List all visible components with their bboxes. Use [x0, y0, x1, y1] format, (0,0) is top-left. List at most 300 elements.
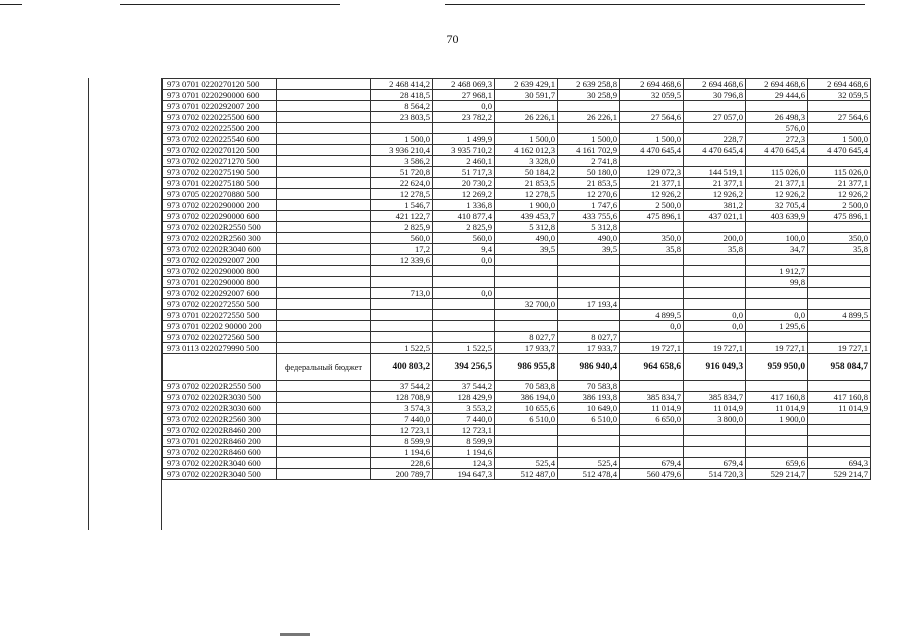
value-cell: 350,0 [620, 233, 684, 244]
value-cell: 964 658,6 [620, 354, 684, 381]
row-label-cell [277, 178, 371, 189]
value-cell [808, 299, 871, 310]
row-label-cell [277, 469, 371, 480]
table-row [163, 178, 871, 189]
row-code-cell: 973 0701 02202 90000 200 [163, 321, 277, 332]
value-cell [620, 425, 684, 436]
value-cell: 115 026,0 [808, 167, 871, 178]
value-cell [684, 288, 746, 299]
table-row [163, 458, 871, 469]
value-cell [371, 310, 433, 321]
row-label-cell [277, 332, 371, 343]
value-cell: 0,0 [433, 255, 495, 266]
value-cell: 529 214,7 [746, 469, 808, 480]
value-cell: 21 377,1 [620, 178, 684, 189]
row-code-cell: 973 0702 0220225540 600 [163, 134, 277, 145]
value-cell: 386 193,8 [558, 392, 620, 403]
value-cell [371, 123, 433, 134]
row-label-cell [277, 189, 371, 200]
value-cell: 512 478,4 [558, 469, 620, 480]
value-cell [495, 425, 558, 436]
row-code-cell: 973 0702 02202R2550 500 [163, 222, 277, 233]
table-row [163, 266, 871, 277]
value-cell: 0,0 [746, 310, 808, 321]
value-cell [808, 414, 871, 425]
value-cell [558, 266, 620, 277]
value-cell: 0,0 [684, 321, 746, 332]
value-cell [808, 288, 871, 299]
table-row [163, 189, 871, 200]
value-cell: 8 599,9 [371, 436, 433, 447]
value-cell: 490,0 [558, 233, 620, 244]
value-cell [433, 266, 495, 277]
value-cell [620, 332, 684, 343]
value-cell: 386 194,0 [495, 392, 558, 403]
value-cell: 525,4 [558, 458, 620, 469]
value-cell: 2 639 429,1 [495, 79, 558, 90]
value-cell: 986 940,4 [558, 354, 620, 381]
value-cell [808, 266, 871, 277]
value-cell: 27 564,6 [620, 112, 684, 123]
row-code-cell: 973 0702 0220292007 600 [163, 288, 277, 299]
value-cell [620, 266, 684, 277]
value-cell [433, 332, 495, 343]
value-cell [495, 288, 558, 299]
value-cell [746, 332, 808, 343]
value-cell: 2 825,9 [433, 222, 495, 233]
table-row [163, 134, 871, 145]
row-label-cell [277, 123, 371, 134]
value-cell: 4 470 645,4 [620, 145, 684, 156]
value-cell: 1 500,0 [620, 134, 684, 145]
value-cell: 27 057,0 [684, 112, 746, 123]
value-cell: 576,0 [746, 123, 808, 134]
value-cell: 6 510,0 [558, 414, 620, 425]
page-number: 70 [446, 32, 459, 46]
value-cell: 2 694 468,6 [620, 79, 684, 90]
value-cell: 0,0 [684, 310, 746, 321]
row-code-cell: 973 0702 0220225500 200 [163, 123, 277, 134]
value-cell: 3 800,0 [684, 414, 746, 425]
value-cell [558, 321, 620, 332]
value-cell [495, 436, 558, 447]
value-cell: 17 933,7 [495, 343, 558, 354]
value-cell: 26 226,1 [495, 112, 558, 123]
value-cell: 385 834,7 [684, 392, 746, 403]
value-cell: 23 782,2 [433, 112, 495, 123]
value-cell [746, 299, 808, 310]
value-cell [808, 277, 871, 288]
row-label-cell [277, 266, 371, 277]
value-cell: 529 214,7 [808, 469, 871, 480]
value-cell: 70 583,8 [558, 381, 620, 392]
value-cell [808, 101, 871, 112]
row-code-cell: 973 0702 02202R2560 300 [163, 233, 277, 244]
value-cell: 12 278,5 [495, 189, 558, 200]
value-cell: 21 853,5 [558, 178, 620, 189]
value-cell: 128 708,9 [371, 392, 433, 403]
value-cell [371, 332, 433, 343]
value-cell: 0,0 [433, 101, 495, 112]
row-label-cell [277, 255, 371, 266]
value-cell: 200,0 [684, 233, 746, 244]
row-code-cell: 973 0701 0220290000 800 [163, 277, 277, 288]
value-cell [684, 436, 746, 447]
top-rule-right [445, 4, 865, 5]
value-cell [808, 255, 871, 266]
value-cell [620, 288, 684, 299]
row-label-cell [277, 299, 371, 310]
value-cell: 1 336,8 [433, 200, 495, 211]
value-cell: 12 926,2 [746, 189, 808, 200]
value-cell [495, 101, 558, 112]
value-cell: 39,5 [495, 244, 558, 255]
value-cell: 12 723,1 [371, 425, 433, 436]
row-label-cell [277, 101, 371, 112]
value-cell: 512 487,0 [495, 469, 558, 480]
value-cell: 272,3 [746, 134, 808, 145]
value-cell [746, 381, 808, 392]
value-cell: 1 194,6 [433, 447, 495, 458]
value-cell [433, 299, 495, 310]
value-cell: 32 059,5 [620, 90, 684, 101]
row-label-cell [277, 233, 371, 244]
row-label-cell [277, 167, 371, 178]
row-label-cell [277, 90, 371, 101]
value-cell: 128 429,9 [433, 392, 495, 403]
value-cell: 1 900,0 [495, 200, 558, 211]
value-cell: 525,4 [495, 458, 558, 469]
value-cell: 21 377,1 [746, 178, 808, 189]
value-cell: 4 470 645,4 [808, 145, 871, 156]
value-cell [558, 101, 620, 112]
value-cell: 228,7 [684, 134, 746, 145]
value-cell: 403 639,9 [746, 211, 808, 222]
value-cell: 1 747,6 [558, 200, 620, 211]
value-cell: 12 926,2 [808, 189, 871, 200]
table-row [163, 299, 871, 310]
row-label-cell [277, 403, 371, 414]
value-cell: 1 500,0 [495, 134, 558, 145]
value-cell: 35,8 [620, 244, 684, 255]
value-cell: 37 544,2 [371, 381, 433, 392]
value-cell [808, 222, 871, 233]
value-cell [371, 277, 433, 288]
value-cell: 11 014,9 [746, 403, 808, 414]
table-row [163, 332, 871, 343]
value-cell: 0,0 [433, 288, 495, 299]
row-code-cell: 973 0702 02202R3040 600 [163, 458, 277, 469]
value-cell [620, 277, 684, 288]
table-row [163, 211, 871, 222]
table-row [163, 156, 871, 167]
table-row [163, 145, 871, 156]
value-cell: 26 226,1 [558, 112, 620, 123]
value-cell: 12 926,2 [620, 189, 684, 200]
value-cell: 12 269,2 [433, 189, 495, 200]
top-rule-middle [120, 4, 340, 5]
value-cell [746, 288, 808, 299]
table-row [163, 200, 871, 211]
table-row [163, 79, 871, 90]
value-cell: 2 500,0 [808, 200, 871, 211]
value-cell: 4 470 645,4 [684, 145, 746, 156]
value-cell [558, 288, 620, 299]
value-cell: 1 522,5 [371, 343, 433, 354]
value-cell: 27 968,1 [433, 90, 495, 101]
value-cell: 27 564,6 [808, 112, 871, 123]
value-cell [371, 299, 433, 310]
value-cell [620, 222, 684, 233]
value-cell: 4 899,5 [808, 310, 871, 321]
value-cell [746, 425, 808, 436]
row-label-cell [277, 277, 371, 288]
value-cell [808, 381, 871, 392]
value-cell: 34,7 [746, 244, 808, 255]
value-cell [495, 266, 558, 277]
value-cell: 22 624,0 [371, 178, 433, 189]
row-code-cell: 973 0702 0220290000 600 [163, 211, 277, 222]
value-cell: 144 519,1 [684, 167, 746, 178]
row-label-cell [277, 200, 371, 211]
value-cell [746, 156, 808, 167]
value-cell [371, 266, 433, 277]
value-cell [746, 436, 808, 447]
value-cell [433, 123, 495, 134]
left-column-border-1 [88, 78, 89, 530]
value-cell: 433 755,6 [558, 211, 620, 222]
row-label-cell [277, 343, 371, 354]
value-cell [558, 255, 620, 266]
value-cell: 19 727,1 [746, 343, 808, 354]
value-cell [495, 277, 558, 288]
value-cell: 9,4 [433, 244, 495, 255]
row-label-cell [277, 321, 371, 332]
value-cell: 30 258,9 [558, 90, 620, 101]
value-cell: 475 896,1 [620, 211, 684, 222]
value-cell [746, 447, 808, 458]
value-cell: 2 694 468,6 [684, 79, 746, 90]
value-cell [620, 255, 684, 266]
value-cell: 17 193,4 [558, 299, 620, 310]
value-cell [684, 332, 746, 343]
value-cell: 51 717,3 [433, 167, 495, 178]
value-cell: 1 500,0 [808, 134, 871, 145]
row-label-cell [277, 134, 371, 145]
table-row [163, 469, 871, 480]
row-code-cell: 973 0702 02202R8460 200 [163, 425, 277, 436]
value-cell: 1 546,7 [371, 200, 433, 211]
value-cell: 986 955,8 [495, 354, 558, 381]
value-cell [808, 156, 871, 167]
value-cell: 417 160,8 [746, 392, 808, 403]
value-cell: 19 727,1 [808, 343, 871, 354]
value-cell [808, 425, 871, 436]
value-cell: 21 377,1 [684, 178, 746, 189]
value-cell [808, 332, 871, 343]
value-cell: 35,8 [808, 244, 871, 255]
value-cell: 129 072,3 [620, 167, 684, 178]
value-cell: 17,2 [371, 244, 433, 255]
row-code-cell: 973 0701 0220292007 200 [163, 101, 277, 112]
value-cell [746, 101, 808, 112]
row-code-cell: 973 0702 02202R3030 500 [163, 392, 277, 403]
row-label-cell [277, 112, 371, 123]
value-cell [808, 321, 871, 332]
row-code-cell: 973 0702 02202R8460 600 [163, 447, 277, 458]
value-cell: 32 705,4 [746, 200, 808, 211]
value-cell: 30 591,7 [495, 90, 558, 101]
table-row [163, 244, 871, 255]
value-cell: 350,0 [808, 233, 871, 244]
row-label-cell [277, 425, 371, 436]
value-cell: 385 834,7 [620, 392, 684, 403]
value-cell: 5 312,8 [495, 222, 558, 233]
value-cell: 1 912,7 [746, 266, 808, 277]
value-cell: 32 700,0 [495, 299, 558, 310]
value-cell: 490,0 [495, 233, 558, 244]
value-cell: 6 650,0 [620, 414, 684, 425]
value-cell: 32 059,5 [808, 90, 871, 101]
row-code-cell: 973 0702 0220270120 500 [163, 145, 277, 156]
value-cell: 99,8 [746, 277, 808, 288]
row-label-cell [277, 145, 371, 156]
value-cell: 4 162 012,3 [495, 145, 558, 156]
value-cell: 3 328,0 [495, 156, 558, 167]
value-cell: 1 500,0 [558, 134, 620, 145]
table-row [163, 277, 871, 288]
value-cell: 3 936 210,4 [371, 145, 433, 156]
value-cell: 0,0 [620, 321, 684, 332]
table-row [163, 101, 871, 112]
value-cell: 228,6 [371, 458, 433, 469]
value-cell: 12 270,6 [558, 189, 620, 200]
value-cell: 21 853,5 [495, 178, 558, 189]
value-cell [558, 436, 620, 447]
value-cell: 421 122,7 [371, 211, 433, 222]
value-cell [808, 123, 871, 134]
table-row [163, 321, 871, 332]
value-cell: 50 180,0 [558, 167, 620, 178]
table-row [163, 343, 871, 354]
value-cell: 50 184,2 [495, 167, 558, 178]
row-label-cell [277, 222, 371, 233]
row-code-cell: 973 0701 0220275180 500 [163, 178, 277, 189]
value-cell [620, 381, 684, 392]
row-code-cell: 973 0702 0220272550 500 [163, 299, 277, 310]
row-code-cell: 973 0701 0220272550 500 [163, 310, 277, 321]
value-cell: 2 460,1 [433, 156, 495, 167]
top-rule-left [0, 4, 22, 5]
value-cell: 2 468 414,2 [371, 79, 433, 90]
value-cell: 3 553,2 [433, 403, 495, 414]
value-cell [808, 447, 871, 458]
value-cell: 2 694 468,6 [808, 79, 871, 90]
value-cell [684, 266, 746, 277]
value-cell [620, 447, 684, 458]
value-cell [684, 156, 746, 167]
value-cell: 23 803,5 [371, 112, 433, 123]
table-row [163, 123, 871, 134]
value-cell: 12 723,1 [433, 425, 495, 436]
table-row [163, 90, 871, 101]
table-row [163, 414, 871, 425]
row-code-cell: 973 0702 0220290000 200 [163, 200, 277, 211]
value-cell: 394 256,5 [433, 354, 495, 381]
value-cell: 19 727,1 [684, 343, 746, 354]
value-cell: 475 896,1 [808, 211, 871, 222]
row-code-cell: 973 0702 02202R3040 500 [163, 469, 277, 480]
value-cell: 3 574,3 [371, 403, 433, 414]
value-cell: 19 727,1 [620, 343, 684, 354]
value-cell: 29 444,6 [746, 90, 808, 101]
table-row [163, 392, 871, 403]
value-cell [746, 222, 808, 233]
value-cell: 679,4 [620, 458, 684, 469]
row-label-cell [277, 156, 371, 167]
value-cell: 437 021,1 [684, 211, 746, 222]
value-cell: 70 583,8 [495, 381, 558, 392]
value-cell [558, 425, 620, 436]
table-row [163, 112, 871, 123]
value-cell: 5 312,8 [558, 222, 620, 233]
row-label-cell [277, 381, 371, 392]
row-code-cell: 973 0702 0220225500 600 [163, 112, 277, 123]
row-code-cell: 973 0702 0220271270 500 [163, 156, 277, 167]
value-cell: 124,3 [433, 458, 495, 469]
row-label-cell [277, 244, 371, 255]
row-label-cell [277, 79, 371, 90]
value-cell: 11 014,9 [620, 403, 684, 414]
row-label-cell [277, 436, 371, 447]
table-row [163, 222, 871, 233]
table-row [163, 288, 871, 299]
value-cell: 6 510,0 [495, 414, 558, 425]
value-cell: 17 933,7 [558, 343, 620, 354]
value-cell: 7 440,0 [433, 414, 495, 425]
row-label-cell [277, 458, 371, 469]
value-cell: 679,4 [684, 458, 746, 469]
value-cell: 560,0 [433, 233, 495, 244]
value-cell: 916 049,3 [684, 354, 746, 381]
bottom-scan-mark [280, 633, 310, 636]
value-cell: 400 803,2 [371, 354, 433, 381]
value-cell: 8 027,7 [495, 332, 558, 343]
value-cell: 560,0 [371, 233, 433, 244]
row-code-cell: 973 0113 0220279990 500 [163, 343, 277, 354]
value-cell: 37 544,2 [433, 381, 495, 392]
value-cell: 713,0 [371, 288, 433, 299]
value-cell [620, 436, 684, 447]
value-cell: 2 694 468,6 [746, 79, 808, 90]
row-label-cell [277, 310, 371, 321]
value-cell [558, 277, 620, 288]
value-cell: 28 418,5 [371, 90, 433, 101]
value-cell: 11 014,9 [808, 403, 871, 414]
value-cell [558, 123, 620, 134]
row-code-cell: 973 0701 0220270120 500 [163, 79, 277, 90]
value-cell: 30 796,8 [684, 90, 746, 101]
value-cell [620, 156, 684, 167]
row-label-cell [277, 447, 371, 458]
value-cell: 35,8 [684, 244, 746, 255]
table-row [163, 354, 871, 381]
value-cell [495, 310, 558, 321]
value-cell: 410 877,4 [433, 211, 495, 222]
value-cell [808, 436, 871, 447]
value-cell [620, 101, 684, 112]
table-row [163, 425, 871, 436]
